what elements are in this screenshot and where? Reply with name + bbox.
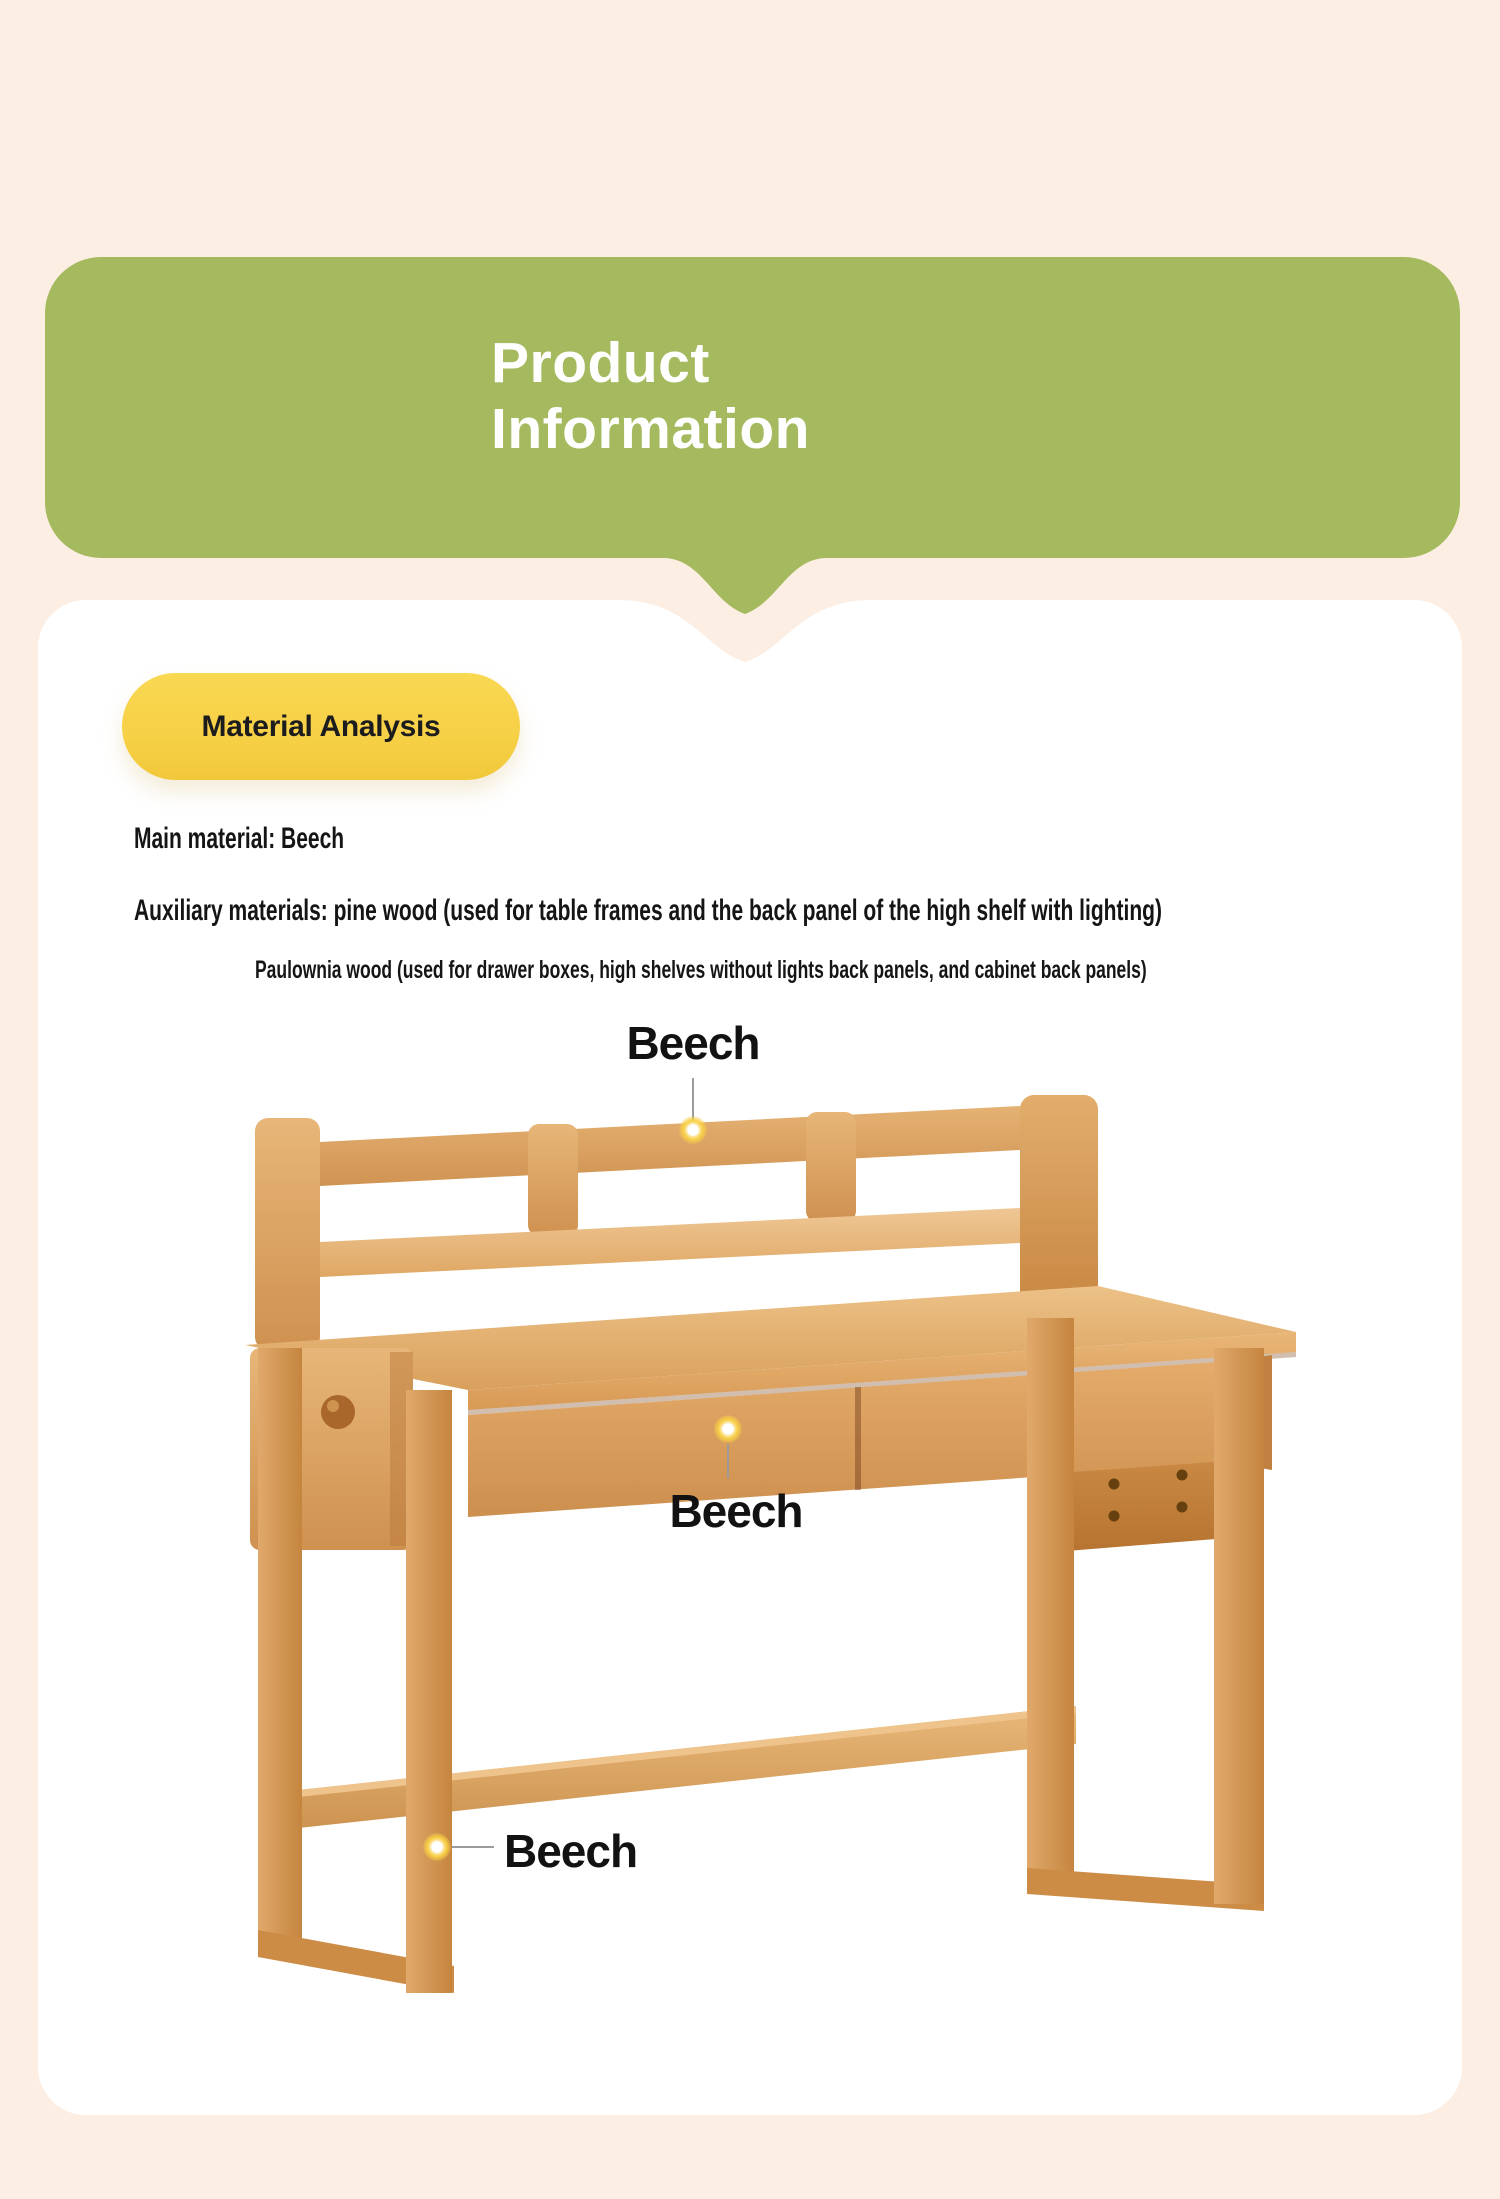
adjust-hole xyxy=(1177,1502,1188,1513)
material-auxiliary-label: Auxiliary materials: pine wood (used for table frames and the back panel of the high shelf with lighting) xyxy=(134,894,1162,927)
leg-front-left xyxy=(406,1390,452,1993)
banner-title-line1: Product xyxy=(491,331,710,395)
adjust-hole xyxy=(1109,1479,1120,1490)
banner-title-line2: Information xyxy=(491,397,810,461)
annotation-bottom-dot xyxy=(423,1833,451,1861)
hutch-side-panel-right xyxy=(1020,1095,1098,1317)
drawer-gap xyxy=(855,1387,861,1490)
annotation-top-line xyxy=(692,1078,694,1120)
annotation-top-dot xyxy=(679,1116,707,1144)
hang-knob xyxy=(321,1395,355,1429)
material-main-label: Main material: Beech xyxy=(134,822,345,855)
leg-rear-right xyxy=(1027,1318,1074,1888)
desk-illustration xyxy=(240,1090,1310,2005)
hutch-divider-left xyxy=(528,1124,578,1236)
hutch-shelf xyxy=(320,1208,1020,1277)
hutch-back-rail xyxy=(320,1106,1020,1186)
hang-knob-highlight xyxy=(327,1400,339,1412)
annotation-top-label: Beech xyxy=(626,1017,760,1069)
annotation-middle-dot xyxy=(714,1415,742,1443)
annotation-bottom-label: Beech xyxy=(504,1825,638,1877)
leg-rear-left xyxy=(258,1348,302,1952)
material-auxiliary2-text xyxy=(255,956,1500,985)
annotation-middle-label: Beech xyxy=(669,1485,803,1537)
hutch-side-panel-left xyxy=(255,1118,320,1350)
badge-label: Material Analysis xyxy=(201,709,441,743)
hutch-divider-right xyxy=(806,1112,856,1222)
desk-crossbar xyxy=(280,1706,1076,1830)
adjust-hole xyxy=(1109,1511,1120,1522)
product-info-banner xyxy=(45,257,1460,558)
adjust-hole xyxy=(1177,1470,1188,1481)
material-auxiliary-text xyxy=(134,894,1500,928)
material-analysis-badge xyxy=(122,673,520,780)
annotation-bottom-line xyxy=(452,1846,494,1848)
leg-front-right xyxy=(1214,1348,1264,1904)
banner-tail xyxy=(620,558,870,670)
banner-title xyxy=(491,330,810,462)
material-main-text xyxy=(134,822,434,856)
annotation-middle-line xyxy=(727,1444,729,1478)
material-auxiliary2-label: Paulownia wood (used for drawer boxes, high shelves without lights back panels, and cabinet back panels) xyxy=(255,956,1147,984)
